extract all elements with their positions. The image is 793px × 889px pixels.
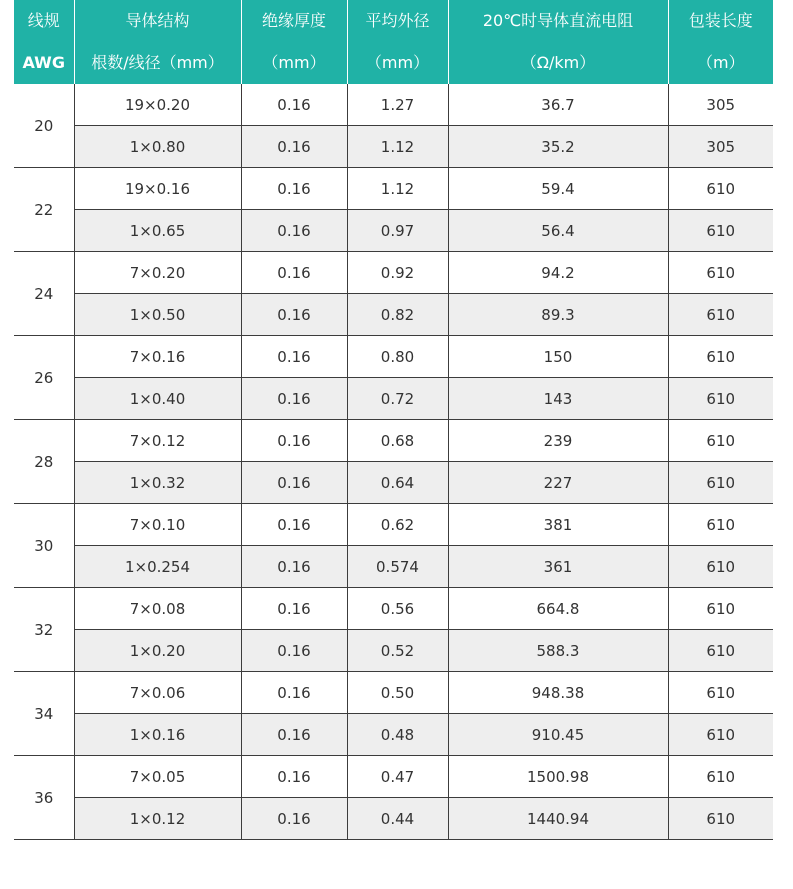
spec-table-wrapper bbox=[14, 0, 773, 840]
structure-cell: 1×0.16 bbox=[74, 714, 241, 756]
od-cell: 0.52 bbox=[347, 630, 448, 672]
table-row bbox=[14, 168, 773, 210]
package-cell: 610 bbox=[668, 798, 773, 840]
table-row bbox=[14, 714, 773, 756]
od-cell: 0.80 bbox=[347, 336, 448, 378]
od-cell: 0.56 bbox=[347, 588, 448, 630]
structure-cell: 7×0.16 bbox=[74, 336, 241, 378]
od-cell: 1.12 bbox=[347, 126, 448, 168]
insulation-cell: 0.16 bbox=[241, 336, 347, 378]
structure-cell: 7×0.06 bbox=[74, 672, 241, 714]
insulation-cell: 0.16 bbox=[241, 504, 347, 546]
structure-cell: 7×0.20 bbox=[74, 252, 241, 294]
insulation-cell: 0.16 bbox=[241, 756, 347, 798]
insulation-cell: 0.16 bbox=[241, 84, 347, 126]
resistance-cell: 36.7 bbox=[448, 84, 668, 126]
structure-cell: 1×0.254 bbox=[74, 546, 241, 588]
awg-cell: 24 bbox=[14, 252, 74, 336]
structure-cell: 1×0.20 bbox=[74, 630, 241, 672]
header-awg bbox=[14, 0, 74, 84]
od-cell: 0.64 bbox=[347, 462, 448, 504]
awg-cell: 32 bbox=[14, 588, 74, 672]
insulation-cell: 0.16 bbox=[241, 546, 347, 588]
package-cell: 610 bbox=[668, 336, 773, 378]
structure-cell: 19×0.20 bbox=[74, 84, 241, 126]
resistance-cell: 381 bbox=[448, 504, 668, 546]
header-insulation-line2: （mm） bbox=[262, 53, 326, 72]
structure-cell: 7×0.12 bbox=[74, 420, 241, 462]
header-row bbox=[14, 0, 773, 84]
resistance-cell: 1500.98 bbox=[448, 756, 668, 798]
package-cell: 610 bbox=[668, 378, 773, 420]
header-resistance bbox=[448, 0, 668, 84]
table-row bbox=[14, 546, 773, 588]
table-row bbox=[14, 126, 773, 168]
insulation-cell: 0.16 bbox=[241, 672, 347, 714]
resistance-cell: 910.45 bbox=[448, 714, 668, 756]
resistance-cell: 948.38 bbox=[448, 672, 668, 714]
od-cell: 0.82 bbox=[347, 294, 448, 336]
resistance-cell: 56.4 bbox=[448, 210, 668, 252]
header-awg-line2: AWG bbox=[22, 53, 65, 72]
table-row bbox=[14, 252, 773, 294]
insulation-cell: 0.16 bbox=[241, 378, 347, 420]
insulation-cell: 0.16 bbox=[241, 714, 347, 756]
package-cell: 305 bbox=[668, 84, 773, 126]
package-cell: 610 bbox=[668, 714, 773, 756]
package-cell: 610 bbox=[668, 630, 773, 672]
insulation-cell: 0.16 bbox=[241, 630, 347, 672]
package-cell: 305 bbox=[668, 126, 773, 168]
package-cell: 610 bbox=[668, 294, 773, 336]
table-row bbox=[14, 294, 773, 336]
resistance-cell: 361 bbox=[448, 546, 668, 588]
insulation-cell: 0.16 bbox=[241, 126, 347, 168]
package-cell: 610 bbox=[668, 210, 773, 252]
header-package-line2: （m） bbox=[696, 53, 745, 72]
structure-cell: 1×0.80 bbox=[74, 126, 241, 168]
package-cell: 610 bbox=[668, 546, 773, 588]
resistance-cell: 35.2 bbox=[448, 126, 668, 168]
table-row bbox=[14, 756, 773, 798]
insulation-cell: 0.16 bbox=[241, 588, 347, 630]
package-cell: 610 bbox=[668, 672, 773, 714]
resistance-cell: 89.3 bbox=[448, 294, 668, 336]
structure-cell: 19×0.16 bbox=[74, 168, 241, 210]
awg-cell: 30 bbox=[14, 504, 74, 588]
header-resistance-line1: 20℃时导体直流电阻 bbox=[482, 11, 634, 30]
header-package bbox=[668, 0, 773, 84]
structure-cell: 1×0.50 bbox=[74, 294, 241, 336]
awg-cell: 36 bbox=[14, 756, 74, 840]
header-structure-line2: 根数/线径（mm） bbox=[91, 53, 224, 72]
insulation-cell: 0.16 bbox=[241, 462, 347, 504]
od-cell: 0.68 bbox=[347, 420, 448, 462]
resistance-cell: 143 bbox=[448, 378, 668, 420]
table-row bbox=[14, 588, 773, 630]
od-cell: 0.92 bbox=[347, 252, 448, 294]
header-od-line2: （mm） bbox=[365, 53, 430, 72]
awg-cell: 20 bbox=[14, 84, 74, 168]
header-package-line1: 包装长度 bbox=[688, 11, 753, 30]
resistance-cell: 1440.94 bbox=[448, 798, 668, 840]
od-cell: 0.62 bbox=[347, 504, 448, 546]
awg-cell: 28 bbox=[14, 420, 74, 504]
package-cell: 610 bbox=[668, 420, 773, 462]
resistance-cell: 150 bbox=[448, 336, 668, 378]
od-cell: 0.47 bbox=[347, 756, 448, 798]
table-header bbox=[14, 0, 773, 84]
od-cell: 0.72 bbox=[347, 378, 448, 420]
table-row bbox=[14, 336, 773, 378]
table-row bbox=[14, 378, 773, 420]
structure-cell: 1×0.12 bbox=[74, 798, 241, 840]
table-body bbox=[14, 84, 773, 840]
od-cell: 0.48 bbox=[347, 714, 448, 756]
resistance-cell: 227 bbox=[448, 462, 668, 504]
header-od bbox=[347, 0, 448, 84]
resistance-cell: 59.4 bbox=[448, 168, 668, 210]
wire-spec-table bbox=[14, 0, 773, 840]
awg-cell: 34 bbox=[14, 672, 74, 756]
header-insulation bbox=[241, 0, 347, 84]
table-row bbox=[14, 672, 773, 714]
od-cell: 0.44 bbox=[347, 798, 448, 840]
resistance-cell: 94.2 bbox=[448, 252, 668, 294]
od-cell: 0.50 bbox=[347, 672, 448, 714]
package-cell: 610 bbox=[668, 756, 773, 798]
structure-cell: 7×0.05 bbox=[74, 756, 241, 798]
insulation-cell: 0.16 bbox=[241, 420, 347, 462]
table-row bbox=[14, 462, 773, 504]
structure-cell: 1×0.40 bbox=[74, 378, 241, 420]
awg-cell: 22 bbox=[14, 168, 74, 252]
structure-cell: 1×0.65 bbox=[74, 210, 241, 252]
insulation-cell: 0.16 bbox=[241, 798, 347, 840]
table-row bbox=[14, 798, 773, 840]
resistance-cell: 239 bbox=[448, 420, 668, 462]
package-cell: 610 bbox=[668, 168, 773, 210]
od-cell: 0.97 bbox=[347, 210, 448, 252]
header-structure-line1: 导体结构 bbox=[125, 11, 190, 30]
structure-cell: 7×0.10 bbox=[74, 504, 241, 546]
od-cell: 1.12 bbox=[347, 168, 448, 210]
header-insulation-line1: 绝缘厚度 bbox=[261, 11, 326, 30]
insulation-cell: 0.16 bbox=[241, 294, 347, 336]
header-resistance-line2: （Ω/km） bbox=[520, 53, 596, 72]
package-cell: 610 bbox=[668, 588, 773, 630]
table-row bbox=[14, 84, 773, 126]
od-cell: 1.27 bbox=[347, 84, 448, 126]
structure-cell: 7×0.08 bbox=[74, 588, 241, 630]
table-row bbox=[14, 504, 773, 546]
resistance-cell: 588.3 bbox=[448, 630, 668, 672]
package-cell: 610 bbox=[668, 462, 773, 504]
insulation-cell: 0.16 bbox=[241, 168, 347, 210]
table-row bbox=[14, 630, 773, 672]
header-awg-line1: 线规 bbox=[27, 11, 60, 30]
package-cell: 610 bbox=[668, 504, 773, 546]
header-structure bbox=[74, 0, 241, 84]
header-od-line1: 平均外径 bbox=[365, 11, 430, 30]
awg-cell: 26 bbox=[14, 336, 74, 420]
structure-cell: 1×0.32 bbox=[74, 462, 241, 504]
table-row bbox=[14, 420, 773, 462]
insulation-cell: 0.16 bbox=[241, 210, 347, 252]
resistance-cell: 664.8 bbox=[448, 588, 668, 630]
table-row bbox=[14, 210, 773, 252]
od-cell: 0.574 bbox=[347, 546, 448, 588]
package-cell: 610 bbox=[668, 252, 773, 294]
insulation-cell: 0.16 bbox=[241, 252, 347, 294]
